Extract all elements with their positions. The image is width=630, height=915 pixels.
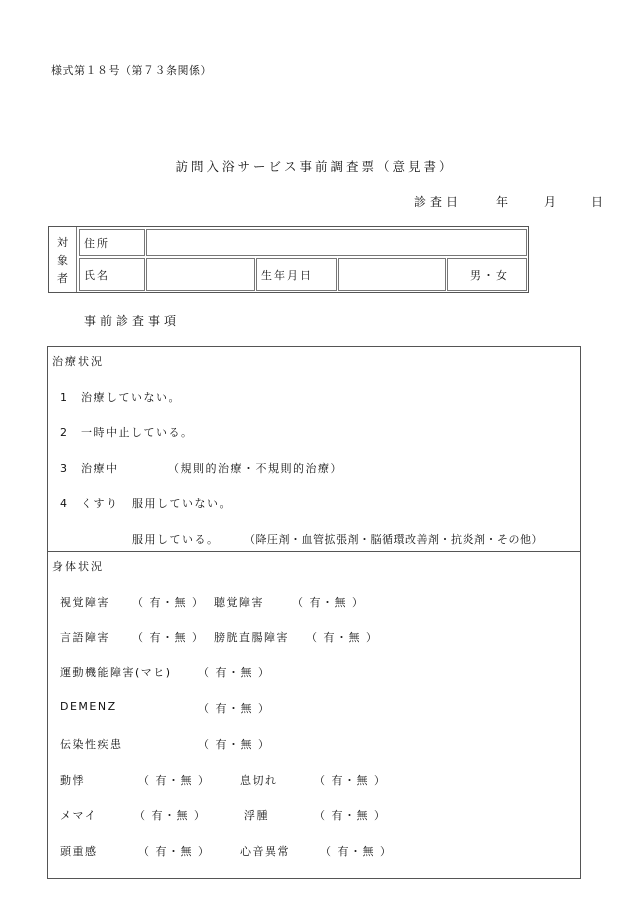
name-label: 氏名 (84, 268, 110, 282)
physical-row-label: 膀胱直腸障害 (214, 631, 289, 644)
exam-date-label: 診査日 (414, 195, 463, 209)
treatment-item-4-label: 4 くすり (60, 497, 119, 510)
physical-row-label: メマイ (60, 809, 98, 822)
subject-char: 象 (57, 254, 68, 267)
physical-row-options: （ 有・無 ） (138, 845, 211, 858)
physical-row-options: （ 有・無 ） (134, 809, 207, 822)
dob-label: 生年月日 (261, 268, 313, 282)
physical-row-label: DEMENZ (60, 700, 117, 713)
physical-row-options: （ 有・無 ） (198, 666, 271, 679)
physical-row-options: （ 有・無 ） (314, 809, 387, 822)
physical-row-options: （ 有・無 ） (306, 631, 379, 644)
exam-date-year: 年 (496, 195, 509, 209)
exam-date-day: 日 (591, 195, 604, 209)
address-label-cell (79, 229, 145, 256)
physical-row-label: 浮腫 (244, 809, 269, 822)
physical-row-label: 息切れ (240, 774, 278, 787)
physical-row-options: （ 有・無 ） (132, 596, 205, 609)
physical-row-label: 頭重感 (60, 845, 98, 858)
gender-cell[interactable] (447, 258, 527, 291)
physical-row-options: （ 有・無 ） (314, 774, 387, 787)
physical-row-options: （ 有・無 ） (198, 738, 271, 751)
physical-row-label: 聴覚障害 (214, 596, 264, 609)
physical-row-label: 心音異常 (240, 845, 290, 858)
subject-table (48, 226, 529, 293)
physical-row-options: （ 有・無 ） (292, 596, 365, 609)
section-heading: 事前診査事項 (84, 314, 181, 328)
dob-label-cell (256, 258, 337, 291)
gender-options: 男・女 (470, 268, 509, 282)
physical-row-options: （ 有・無 ） (138, 774, 211, 787)
treatment-status-box (47, 346, 581, 551)
physical-title: 身体状況 (52, 560, 104, 573)
treatment-title: 治療状況 (52, 355, 104, 368)
subject-char: 者 (57, 272, 68, 285)
address-field[interactable] (146, 229, 527, 256)
treatment-item-2: 2 一時中止している。 (60, 426, 194, 439)
physical-status-box (47, 551, 581, 879)
dob-field[interactable] (338, 258, 446, 291)
treatment-item-1: 1 治療していない。 (60, 391, 181, 404)
physical-row-label: 動悸 (60, 774, 85, 787)
exam-date-month: 月 (544, 195, 557, 209)
subject-char: 対 (57, 236, 68, 249)
name-label-cell (79, 258, 145, 291)
physical-row-options: （ 有・無 ） (198, 702, 271, 715)
name-field[interactable] (146, 258, 255, 291)
medication-taking: 服用している。 (132, 533, 220, 546)
physical-row-options: （ 有・無 ） (320, 845, 393, 858)
address-label: 住所 (84, 236, 110, 250)
form-number: 様式第１８号（第７３条関係） (51, 64, 212, 77)
treatment-item-3-label: 3 治療中 (60, 462, 119, 475)
page-title: 訪問入浴サービス事前調査票（意見書） (175, 159, 455, 174)
medication-not-taking: 服用していない。 (132, 497, 232, 510)
physical-row-options: （ 有・無 ） (132, 631, 205, 644)
physical-row-label: 視覚障害 (60, 596, 110, 609)
subject-vertical-label (49, 227, 77, 292)
medication-options: （降圧剤・血管拡張剤・脳循環改善剤・抗炎剤・その他） (244, 533, 543, 546)
treatment-item-3-options: （規則的治療・不規則的治療） (168, 462, 343, 475)
physical-row-label: 伝染性疾患 (60, 738, 123, 751)
physical-row-label: 運動機能障害(マヒ) (60, 666, 172, 679)
physical-row-label: 言語障害 (60, 631, 110, 644)
